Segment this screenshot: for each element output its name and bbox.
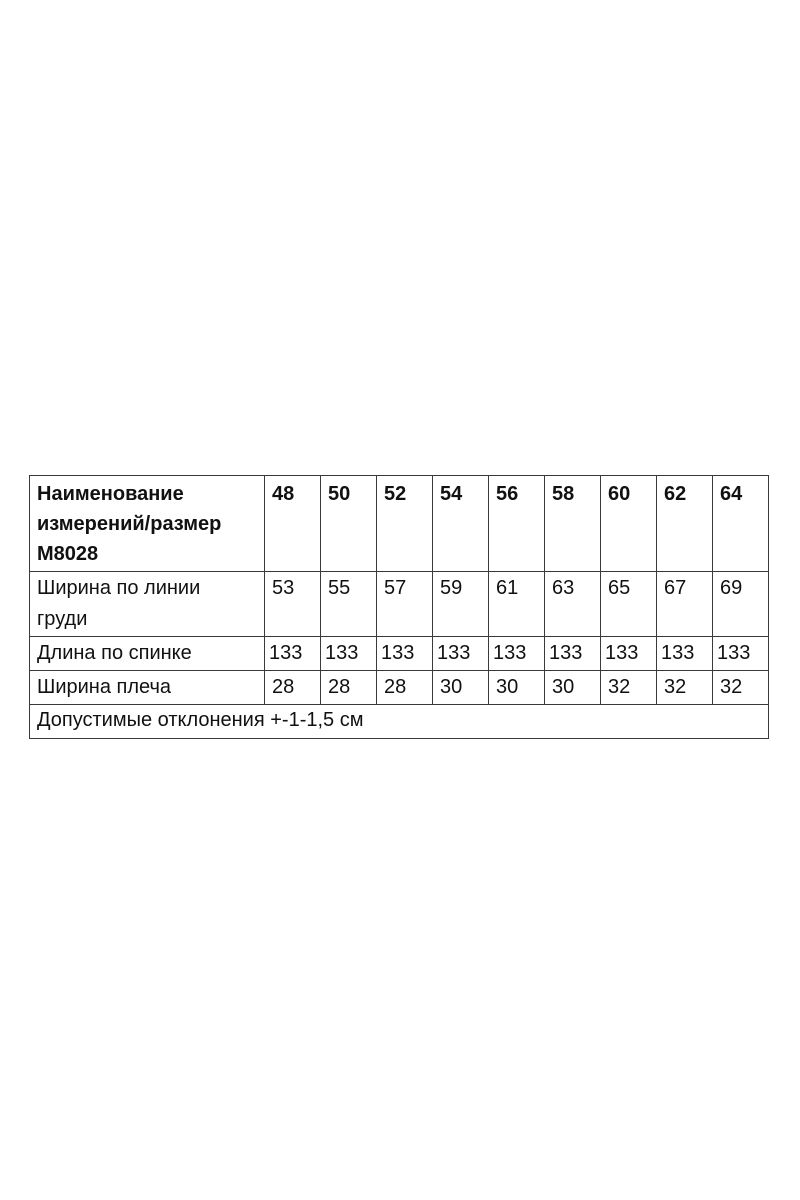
value-cell: 30 xyxy=(545,671,601,705)
value-cell: 28 xyxy=(321,671,377,705)
header-label-line: Наименование xyxy=(37,483,184,505)
size-header-cell: 60 xyxy=(601,476,657,572)
value-cell: 133 xyxy=(377,637,433,671)
value-cell: 30 xyxy=(489,671,545,705)
header-label-line: измерений/размер xyxy=(37,513,222,535)
value-cell: 30 xyxy=(433,671,489,705)
value-cell: 53 xyxy=(265,572,321,637)
value-cell: 63 xyxy=(545,572,601,637)
tolerance-note-row xyxy=(30,705,769,739)
row-label-cell: Длина по спинке xyxy=(30,637,265,671)
value-cell: 133 xyxy=(489,637,545,671)
value-cell: 133 xyxy=(657,637,713,671)
value-cell: 65 xyxy=(601,572,657,637)
value-cell: 67 xyxy=(657,572,713,637)
value-cell: 133 xyxy=(321,637,377,671)
value-cell: 61 xyxy=(489,572,545,637)
row-label-cell xyxy=(30,572,265,637)
size-header-cell: 50 xyxy=(321,476,377,572)
size-header-cell: 62 xyxy=(657,476,713,572)
value-cell: 32 xyxy=(601,671,657,705)
shoulder-width-row xyxy=(30,671,769,705)
value-cell: 28 xyxy=(265,671,321,705)
value-cell: 133 xyxy=(545,637,601,671)
header-row xyxy=(30,476,769,572)
value-cell: 59 xyxy=(433,572,489,637)
value-cell: 55 xyxy=(321,572,377,637)
value-cell: 69 xyxy=(713,572,769,637)
size-header-cell: 48 xyxy=(265,476,321,572)
value-cell: 133 xyxy=(433,637,489,671)
size-header-cell: 54 xyxy=(433,476,489,572)
size-header-cell: 58 xyxy=(545,476,601,572)
value-cell: 32 xyxy=(713,671,769,705)
size-header-cell: 52 xyxy=(377,476,433,572)
back-length-row xyxy=(30,637,769,671)
value-cell: 28 xyxy=(377,671,433,705)
row-label-cell: Ширина плеча xyxy=(30,671,265,705)
row-label-line: груди xyxy=(37,608,88,630)
value-cell: 133 xyxy=(713,637,769,671)
model-code: M8028 xyxy=(37,543,99,565)
value-cell: 133 xyxy=(601,637,657,671)
value-cell: 32 xyxy=(657,671,713,705)
value-cell: 57 xyxy=(377,572,433,637)
header-label-cell xyxy=(30,476,265,572)
chest-width-row xyxy=(30,572,769,637)
size-chart-table xyxy=(29,475,769,739)
tolerance-note: Допустимые отклонения +-1-1,5 см xyxy=(30,705,769,739)
value-cell: 133 xyxy=(265,637,321,671)
size-header-cell: 56 xyxy=(489,476,545,572)
size-header-cell: 64 xyxy=(713,476,769,572)
row-label-line: Ширина по линии xyxy=(37,577,201,599)
